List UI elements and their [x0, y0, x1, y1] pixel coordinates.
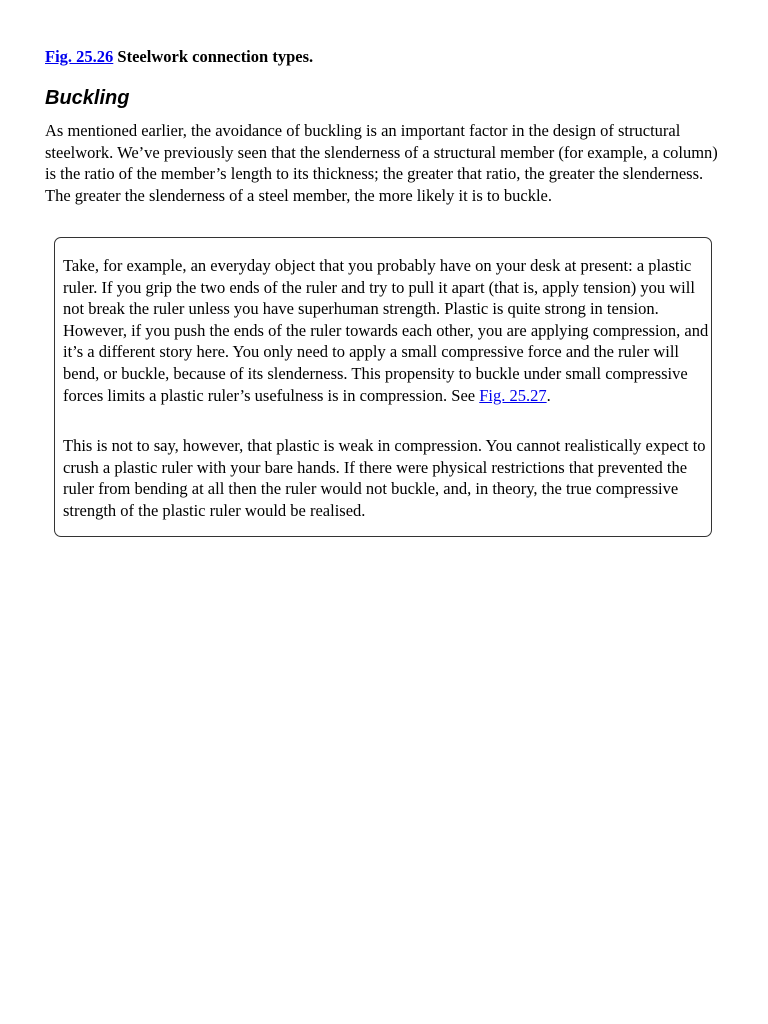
figure-link-25-27[interactable]: Fig. 25.27: [479, 385, 547, 405]
example-box: [54, 237, 712, 537]
example-box-paragraph-1-end: .: [546, 385, 551, 405]
section-paragraph: As mentioned earlier, the avoidance of buckling is an important factor in the design of structural steelwork. We’ve previously seen that the slenderness of a structural member (for example, a column) is the ratio of the member’s length to its thickness; the greater that ratio, the greater the slenderness. The greater the slenderness of a steel member, the more likely it is to buckle.: [45, 121, 718, 205]
figure-caption: [45, 46, 313, 68]
example-box-paragraph-1: [63, 255, 709, 406]
figure-link-25-26[interactable]: Fig. 25.26: [45, 47, 114, 66]
figure-caption-text: Steelwork connection types.: [113, 47, 314, 66]
section-heading: Buckling: [45, 87, 130, 109]
example-box-paragraph-2: This is not to say, however, that plastic is weak in compression. You cannot realistically expect to crush a plastic ruler with your bare hands. If there were physical restrictions that prevented the ruler from bending at all then the ruler would not buckle, and, in theory, the true compressive strength of the plastic ruler would be realised.: [63, 436, 706, 520]
example-box-paragraph-1-text: Take, for example, an everyday object that you probably have on your desk at present: a plastic ruler. If you grip the two ends of the ruler and try to pull it apart (that is, apply tension) you will not break the ruler unless you have superhuman strength. Plastic is quite strong in tension. However, if you push the ends of the ruler towards each other, you are applying compression, and it’s a different story here. You only need to apply a small compressive force and the ruler will bend, or buckle, because of its slenderness. This propensity to buckle under small compressive forces limits a plastic ruler’s usefulness is in compression. See: [63, 256, 709, 405]
